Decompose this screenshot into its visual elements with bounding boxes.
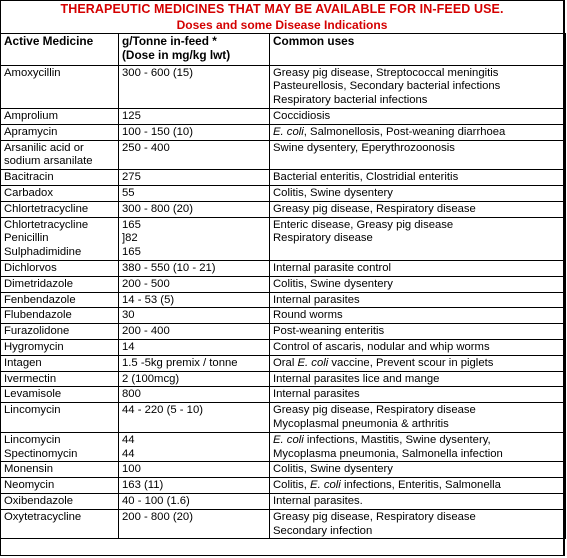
uses-text: Greasy pig disease, Respiratory disease	[273, 510, 476, 523]
uses-line	[273, 341, 561, 355]
cell-medicine	[1, 292, 119, 308]
uses-text: Mycoplasma pneumonia, Salmonella infection	[273, 447, 503, 460]
medicine-name: Carbadox	[4, 186, 53, 199]
uses-text: Secondary infection	[273, 524, 373, 537]
dose-value: 300 - 600 (15)	[122, 66, 193, 79]
cell-medicine	[1, 308, 119, 324]
cell-common-uses	[270, 124, 566, 140]
uses-text: Enteric disease, Greasy pig disease	[273, 218, 454, 231]
medicine-name: Arsanilic acid or	[4, 141, 84, 154]
dose-value: 200 - 800 (20)	[122, 510, 193, 523]
dose-value: 200 - 400	[122, 325, 170, 338]
cell-medicine	[1, 493, 119, 509]
uses-line	[273, 142, 561, 156]
uses-text: Control of ascaris, nodular and whip worms	[273, 340, 490, 353]
header-dose	[119, 34, 270, 66]
cell-common-uses	[270, 478, 566, 494]
cell-common-uses	[270, 108, 566, 124]
medicine-name: Lincomycin	[4, 433, 61, 446]
medicine-name: Chlortetracycline	[4, 218, 89, 231]
dose-value: 165	[122, 246, 141, 259]
uses-text: infections, Mastitis, Swine dysentery,	[303, 433, 491, 446]
dose-value: 2 (100mcg)	[122, 372, 180, 385]
cell-dose	[119, 478, 270, 494]
table-row	[1, 217, 566, 260]
uses-line	[273, 187, 561, 201]
table-row	[1, 65, 566, 108]
uses-line	[273, 404, 561, 418]
uses-text: Greasy pig disease, Respiratory disease	[273, 202, 476, 215]
uses-line	[273, 219, 561, 233]
dose-value: 14	[122, 340, 135, 353]
dose-value: 100 - 150 (10)	[122, 125, 193, 138]
cell-common-uses	[270, 509, 566, 539]
cell-dose	[119, 108, 270, 124]
cell-medicine	[1, 260, 119, 276]
cell-common-uses	[270, 308, 566, 324]
uses-text: Internal parasites	[273, 388, 360, 401]
medicine-name: Furazolidone	[4, 325, 70, 338]
medicine-name: Penicillin	[4, 232, 49, 245]
table-body	[1, 65, 566, 539]
uses-text: E. coli	[273, 125, 304, 138]
cell-dose	[119, 217, 270, 260]
cell-medicine	[1, 140, 119, 170]
table-row	[1, 260, 566, 276]
uses-text: Mycoplasmal pneumonia & arthritis	[273, 417, 449, 430]
medicine-name: Ivermectin	[4, 372, 57, 385]
medicine-name: Levamisole	[4, 388, 62, 401]
cell-common-uses	[270, 339, 566, 355]
uses-line	[273, 525, 561, 539]
cell-common-uses	[270, 355, 566, 371]
table-row	[1, 493, 566, 509]
cell-medicine	[1, 339, 119, 355]
uses-line	[273, 171, 561, 185]
uses-text: Coccidiosis	[273, 109, 331, 122]
medicine-name: Oxytetracycline	[4, 510, 82, 523]
uses-line	[273, 294, 561, 308]
table-row	[1, 387, 566, 403]
uses-line	[273, 309, 561, 323]
uses-text: E. coli	[273, 433, 304, 446]
dose-value: 125	[122, 109, 141, 122]
cell-common-uses	[270, 260, 566, 276]
dose-value: 14 - 53 (5)	[122, 293, 175, 306]
cell-dose	[119, 140, 270, 170]
uses-line	[273, 232, 561, 246]
cell-medicine	[1, 324, 119, 340]
uses-text: Respiratory bacterial infections	[273, 94, 428, 107]
cell-dose	[119, 387, 270, 403]
cell-common-uses	[270, 403, 566, 433]
cell-dose	[119, 292, 270, 308]
cell-dose	[119, 201, 270, 217]
uses-line	[273, 203, 561, 217]
dose-value: 275	[122, 171, 141, 184]
uses-text: Greasy pig disease, Respiratory disease	[273, 404, 476, 417]
uses-text: Internal parasites	[273, 293, 360, 306]
uses-line	[273, 373, 561, 387]
uses-text: Internal parasites.	[273, 494, 363, 507]
dose-value: 200 - 500	[122, 277, 170, 290]
cell-medicine	[1, 170, 119, 186]
table-row	[1, 170, 566, 186]
uses-line	[273, 110, 561, 124]
table-row	[1, 140, 566, 170]
cell-medicine	[1, 478, 119, 494]
uses-text: Respiratory disease	[273, 232, 373, 245]
dose-value: 44	[122, 433, 135, 446]
table-row	[1, 462, 566, 478]
medicine-name: Dichlorvos	[4, 261, 57, 274]
table-row	[1, 292, 566, 308]
cell-medicine	[1, 387, 119, 403]
cell-common-uses	[270, 217, 566, 260]
uses-line	[273, 479, 561, 493]
dose-value: 55	[122, 186, 135, 199]
uses-text: Colitis,	[273, 479, 311, 492]
table-row	[1, 478, 566, 494]
header-dose-line-2: (Dose in mg/kg lwt)	[122, 47, 231, 62]
table-row	[1, 432, 566, 462]
table-row	[1, 201, 566, 217]
medicine-name: sodium arsanilate	[4, 155, 93, 168]
cell-medicine	[1, 462, 119, 478]
uses-line	[273, 262, 561, 276]
table-row	[1, 403, 566, 433]
uses-text: Round worms	[273, 309, 343, 322]
cell-dose	[119, 355, 270, 371]
table-row	[1, 371, 566, 387]
cell-dose	[119, 509, 270, 539]
table-row	[1, 324, 566, 340]
uses-line	[273, 278, 561, 292]
cell-common-uses	[270, 432, 566, 462]
cell-dose	[119, 493, 270, 509]
dose-value: 300 - 800 (20)	[122, 202, 193, 215]
cell-medicine	[1, 124, 119, 140]
cell-dose	[119, 260, 270, 276]
cell-medicine	[1, 432, 119, 462]
title-line-1: THERAPEUTIC MEDICINES THAT MAY BE AVAILABLE FOR IN-FEED USE.	[60, 2, 504, 16]
cell-common-uses	[270, 387, 566, 403]
cell-common-uses	[270, 276, 566, 292]
cell-dose	[119, 403, 270, 433]
uses-text: E. coli	[297, 356, 329, 369]
document-title	[1, 1, 563, 33]
uses-line	[273, 126, 561, 140]
dose-value: 800	[122, 388, 141, 401]
uses-line	[273, 80, 561, 94]
uses-text: Colitis, Swine dysentery	[273, 186, 393, 199]
medicine-name: Sulphadimidine	[4, 246, 82, 259]
cell-common-uses	[270, 201, 566, 217]
cell-dose	[119, 371, 270, 387]
cell-medicine	[1, 403, 119, 433]
cell-medicine	[1, 65, 119, 108]
uses-text: Internal parasite control	[273, 261, 392, 274]
uses-text: Colitis, Swine dysentery	[273, 463, 393, 476]
cell-medicine	[1, 276, 119, 292]
medicine-name: Bacitracin	[4, 171, 54, 184]
cell-dose	[119, 339, 270, 355]
cell-common-uses	[270, 170, 566, 186]
medicine-name: Chlortetracycline	[4, 202, 89, 215]
cell-medicine	[1, 371, 119, 387]
dose-value: 1.5 -5kg premix / tonne	[122, 356, 238, 369]
dose-value: ]82	[122, 232, 138, 245]
table-row	[1, 185, 566, 201]
cell-medicine	[1, 201, 119, 217]
table-row	[1, 108, 566, 124]
uses-line	[273, 94, 561, 108]
table-row	[1, 308, 566, 324]
table-row	[1, 124, 566, 140]
uses-text: Oral	[273, 356, 298, 369]
medicine-name: Hygromycin	[4, 340, 64, 353]
table-row	[1, 509, 566, 539]
medicine-name: Fenbendazole	[4, 293, 76, 306]
dose-value: 250 - 400	[122, 141, 170, 154]
cell-dose	[119, 276, 270, 292]
medicine-name: Spectinomycin	[4, 447, 78, 460]
uses-text: infections, Enteritis, Salmonella	[340, 479, 501, 492]
table-row	[1, 339, 566, 355]
cell-dose	[119, 308, 270, 324]
uses-line	[273, 448, 561, 462]
table-row	[1, 276, 566, 292]
cell-medicine	[1, 185, 119, 201]
dose-value: 40 - 100 (1.6)	[122, 494, 190, 507]
uses-text: Bacterial enteritis, Clostridial enteritis	[273, 171, 459, 184]
title-line-2: Doses and some Disease Indications	[176, 18, 388, 32]
cell-common-uses	[270, 140, 566, 170]
medicine-name: Dimetridazole	[4, 277, 74, 290]
medicine-name: Monensin	[4, 463, 53, 476]
table-header-row	[1, 34, 566, 66]
uses-text: , Salmonellosis, Post-weaning diarrhoea	[303, 125, 506, 138]
cell-common-uses	[270, 371, 566, 387]
uses-line	[273, 418, 561, 432]
uses-text: E. coli	[310, 479, 341, 492]
cell-dose	[119, 124, 270, 140]
uses-line	[273, 434, 561, 448]
uses-text: Pasteurellosis, Secondary bacterial infections	[273, 80, 501, 93]
dose-value: 380 - 550 (10 - 21)	[122, 261, 216, 274]
dose-value: 44 - 220 (5 - 10)	[122, 404, 204, 417]
uses-line	[273, 495, 561, 509]
uses-text: Colitis, Swine dysentery	[273, 277, 393, 290]
uses-line	[273, 67, 561, 81]
cell-dose	[119, 324, 270, 340]
medicine-name: Flubendazole	[4, 309, 72, 322]
uses-line	[273, 463, 561, 477]
uses-line	[273, 357, 561, 371]
cell-dose	[119, 65, 270, 108]
dose-value: 163 (11)	[122, 479, 164, 492]
dose-value: 44	[122, 447, 135, 460]
uses-text: Post-weaning enteritis	[273, 325, 385, 338]
cell-medicine	[1, 355, 119, 371]
cell-common-uses	[270, 324, 566, 340]
cell-medicine	[1, 509, 119, 539]
cell-common-uses	[270, 493, 566, 509]
table-row	[1, 355, 566, 371]
uses-text: Swine dysentery, Eperythrozoonosis	[273, 141, 455, 154]
header-common-uses: Common uses	[270, 34, 566, 66]
uses-line	[273, 325, 561, 339]
cell-common-uses	[270, 65, 566, 108]
medicine-name: Amoxycillin	[4, 66, 61, 79]
uses-line	[273, 511, 561, 525]
cell-dose	[119, 462, 270, 478]
dose-value: 165	[122, 218, 141, 231]
cell-dose	[119, 185, 270, 201]
cell-common-uses	[270, 185, 566, 201]
cell-common-uses	[270, 292, 566, 308]
dose-value: 30	[122, 309, 135, 322]
medicine-name: Neomycin	[4, 479, 55, 492]
cell-medicine	[1, 217, 119, 260]
medicine-name: Intagen	[4, 356, 42, 369]
header-active-medicine: Active Medicine	[1, 34, 119, 66]
uses-text: Internal parasites lice and mange	[273, 372, 440, 385]
uses-text: Greasy pig disease, Streptococcal meningitis	[273, 66, 499, 79]
header-dose-line-1: g/Tonne in-feed *	[122, 34, 217, 48]
cell-common-uses	[270, 462, 566, 478]
medicine-name: Lincomycin	[4, 404, 61, 417]
uses-text: vaccine, Prevent scour in piglets	[328, 356, 494, 369]
dose-value: 100	[122, 463, 141, 476]
medicine-name: Amprolium	[4, 109, 58, 122]
cell-dose	[119, 432, 270, 462]
medicines-table	[0, 33, 566, 539]
cell-dose	[119, 170, 270, 186]
uses-line	[273, 388, 561, 402]
cell-medicine	[1, 108, 119, 124]
medicine-name: Oxibendazole	[4, 494, 74, 507]
medicine-name: Apramycin	[4, 125, 58, 138]
